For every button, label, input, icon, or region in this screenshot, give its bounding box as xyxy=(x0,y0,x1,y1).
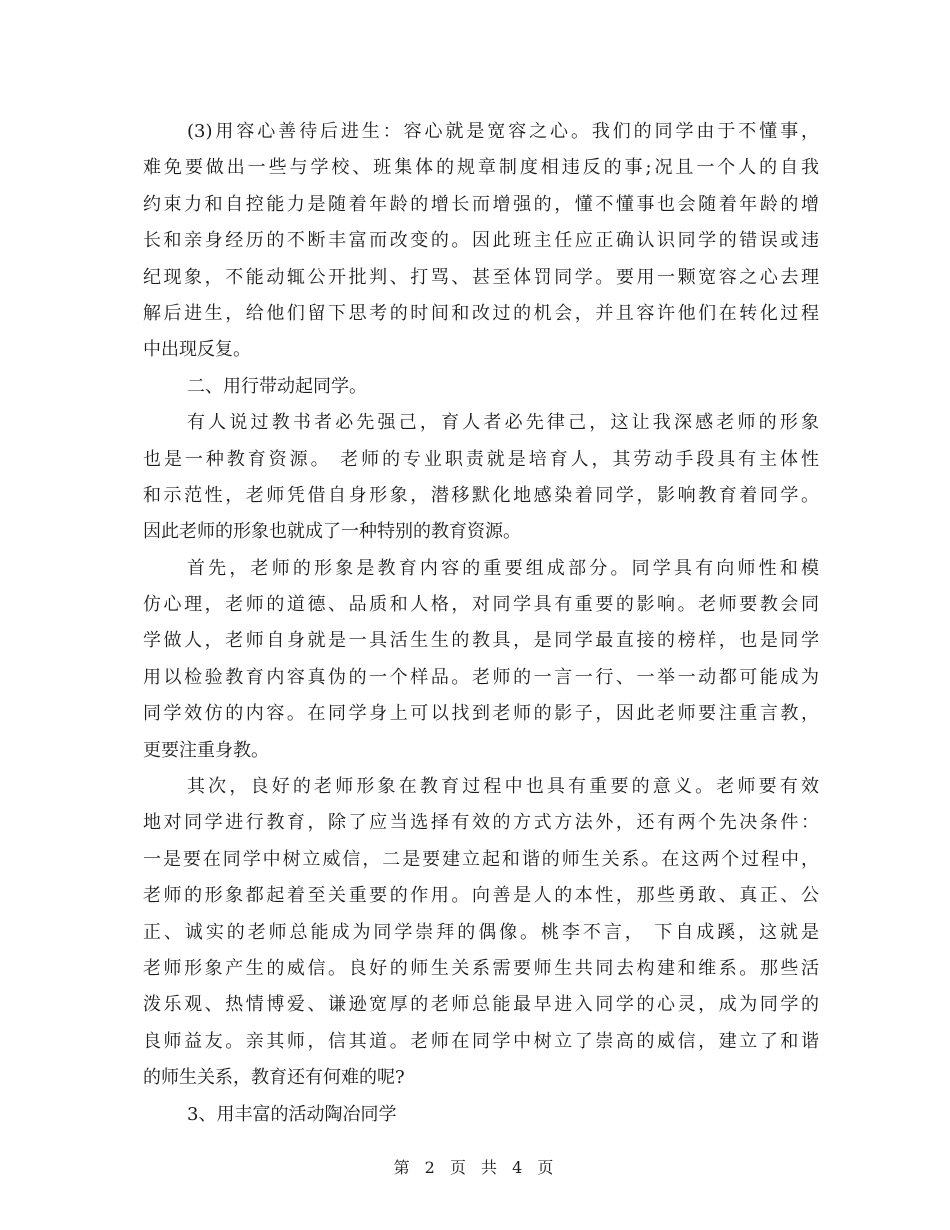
text-line: 长和亲身经历的不断丰富而改变的。因此班主任应正确认识同学的错误或违 xyxy=(143,230,819,252)
text-line: 首先，老师的形象是教育内容的重要组成部分。同学具有向师性和模 xyxy=(187,557,819,579)
text-line: 的师生关系，教育还有何难的呢? xyxy=(143,1067,405,1089)
text-line: 更要注重身教。 xyxy=(143,739,269,761)
text-line: 泼乐观、热情博爱、谦逊宽厚的老师总能最早进入同学的心灵，成为同学的 xyxy=(143,994,819,1016)
text-line: 老师的形象都起着至关重要的作用。向善是人的本性，那些勇敢、真正、公 xyxy=(143,885,819,907)
text-line: 同学效仿的内容。在同学身上可以找到老师的影子，因此老师要注重言教， xyxy=(143,703,819,725)
text-line: (3)用容心善待后进生：容心就是宽容之心。我们的同学由于不懂事， xyxy=(187,121,819,142)
text-line: 有人说过教书者必先强己，育人者必先律己，这让我深感老师的形象 xyxy=(187,412,819,434)
text-line: 良师益友。亲其师，信其道。老师在同学中树立了崇高的威信，建立了和谐 xyxy=(143,1030,819,1052)
text-line: 也是一种教育资源。 老师的专业职责就是培育人，其劳动手段具有主体性 xyxy=(143,448,819,470)
text-line: 学做人，老师自身就是一具活生生的教具，是同学最直接的榜样，也是同学 xyxy=(143,630,819,652)
text-line: 和示范性，老师凭借自身形象，潜移默化地感染着同学，影响教育着同学。 xyxy=(143,484,819,506)
text-line: 用以检验教育内容真伪的一个样品。老师的一言一行、一举一动都可能成为 xyxy=(143,666,819,688)
text-line: 仿心理，老师的道德、品质和人格，对同学具有重要的影响。老师要教会同 xyxy=(143,594,819,616)
text-line: 一是要在同学中树立威信，二是要建立起和谐的师生关系。在这两个过程中， xyxy=(143,848,819,870)
text-line: 纪现象，不能动辄公开批判、打骂、甚至体罚同学。要用一颗宽容之心去理 xyxy=(143,266,819,288)
text-line: 约束力和自控能力是随着年龄的增长而增强的，懂不懂事也会随着年龄的增 xyxy=(143,193,819,215)
text-line: 地对同学进行教育，除了应当选择有效的方式方法外，还有两个先决条件： xyxy=(143,812,819,834)
page-footer: 第 2 页 共 4 页 xyxy=(393,1158,557,1177)
text-line: 其次，良好的老师形象在教育过程中也具有重要的意义。老师要有效 xyxy=(187,776,819,798)
text-line: 难免要做出一些与学校、班集体的规章制度相违反的事;况且一个人的自我 xyxy=(143,157,819,179)
text-line: 3、用丰富的活动陶冶同学 xyxy=(187,1103,397,1125)
text-line: 老师形象产生的威信。良好的师生关系需要师生共同去构建和维系。那些活 xyxy=(143,957,819,979)
document-body xyxy=(143,114,819,1133)
text-line: 正、诚实的老师总能成为同学崇拜的偶像。桃李不言， 下自成蹊，这就是 xyxy=(143,921,819,943)
text-line: 因此老师的形象也就成了一种特别的教育资源。 xyxy=(143,521,521,543)
text-line: 二、用行带动起同学。 xyxy=(187,375,367,397)
text-line: 解后进生，给他们留下思考的时间和改过的机会，并且容许他们在转化过程 xyxy=(143,302,819,324)
text-line: 中出现反复。 xyxy=(143,339,251,361)
